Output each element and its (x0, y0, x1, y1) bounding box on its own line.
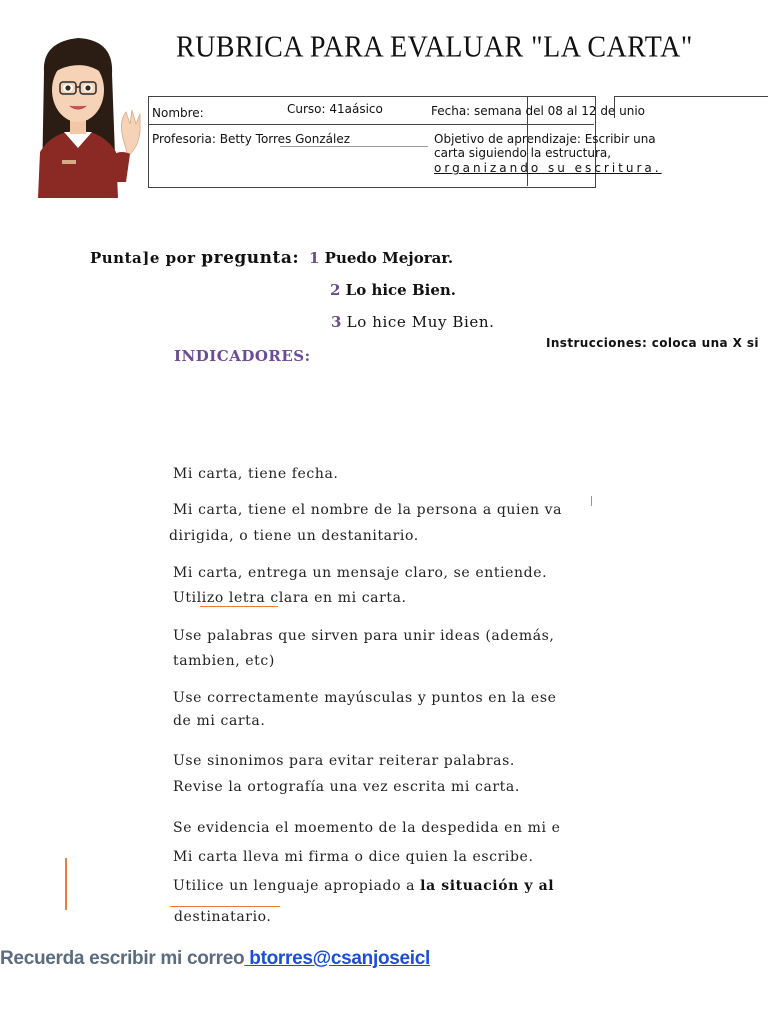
score-number: 3 (331, 313, 342, 331)
indicator-line: Use correctamente mayúsculas y puntos en la ese (173, 690, 557, 706)
teacher-avatar-illustration (30, 32, 150, 198)
indicator-line: Mi carta, entrega un mensaje claro, se entiende. (173, 565, 548, 581)
puntaje-label-prefix: Punta]e por (90, 249, 196, 267)
nombre-label: Nombre: (152, 106, 204, 120)
indicator-line: dirigida, o tiene un destanitario. (169, 528, 419, 544)
indicator-line-bold: la situación y al (420, 878, 555, 894)
profesora-underline (280, 146, 428, 147)
score-text: Lo hice Muy Bien. (346, 313, 495, 331)
indicator-line-text: Utilice un lenguaje apropiado a (173, 878, 416, 894)
puntaje-label (90, 248, 299, 268)
fecha-label: Fecha: semana del 08 al 12 de unio (431, 104, 646, 118)
score-option-3 (331, 313, 495, 331)
indicator-line: Mi carta, tiene fecha. (173, 466, 339, 482)
indicator-line: Utilizo letra clara en mi carta. (173, 590, 407, 606)
score-text: Puedo Mejorar. (324, 249, 454, 267)
objetivo-line-2: carta siguiendo la estructura, (434, 146, 612, 160)
objetivo-line-3: organizando su escritura. (434, 161, 662, 175)
score-option-2 (330, 281, 456, 299)
orange-underline-mark (200, 606, 278, 607)
score-text: Lo hice Bien. (345, 281, 456, 299)
puntaje-label-word: pregunta: (201, 248, 300, 268)
orange-underline-mark (170, 906, 280, 907)
objetivo-line-1: Objetivo de aprendizaje: Escribir una (434, 132, 656, 146)
indicator-line: Use sinonimos para evitar reiterar palabras. (173, 753, 515, 769)
orange-tick-mark (591, 496, 592, 506)
header-table-extension-line (614, 96, 768, 97)
indicator-line: destinatario. (174, 909, 272, 925)
footer-text: Recuerda escribir mi correo (0, 948, 245, 969)
footer-reminder (0, 948, 430, 970)
instrucciones-text: Instrucciones: coloca una X si (546, 336, 759, 350)
indicator-line: Mi carta, tiene el nombre de la persona a quien va (173, 502, 563, 518)
profesora-label: Profesoria: Betty Torres González (152, 132, 351, 146)
indicadores-title: INDICADORES: (174, 347, 311, 365)
indicator-line: Se evidencia el moemento de la despedida en mi e (173, 820, 561, 836)
score-number: 2 (330, 281, 341, 299)
email-link[interactable]: btorres@csanjoseicl (244, 948, 431, 969)
curso-label: Curso: 41aásico (287, 102, 383, 116)
indicator-line: Revise la ortografía una vez escrita mi carta. (173, 779, 520, 795)
orange-vertical-mark (65, 858, 67, 910)
indicator-line: tambien, etc) (173, 653, 275, 669)
score-number: 1 (309, 249, 320, 267)
indicator-line: Mi carta lleva mi firma o dice quien la escribe. (173, 849, 534, 865)
page-title: RUBRICA PARA EVALUAR "LA CARTA" (176, 30, 693, 65)
indicator-line: de mi carta. (173, 713, 266, 729)
indicator-line (173, 878, 554, 894)
indicator-line: Use palabras que sirven para unir ideas (además, (173, 628, 555, 644)
score-option-1 (309, 249, 453, 267)
